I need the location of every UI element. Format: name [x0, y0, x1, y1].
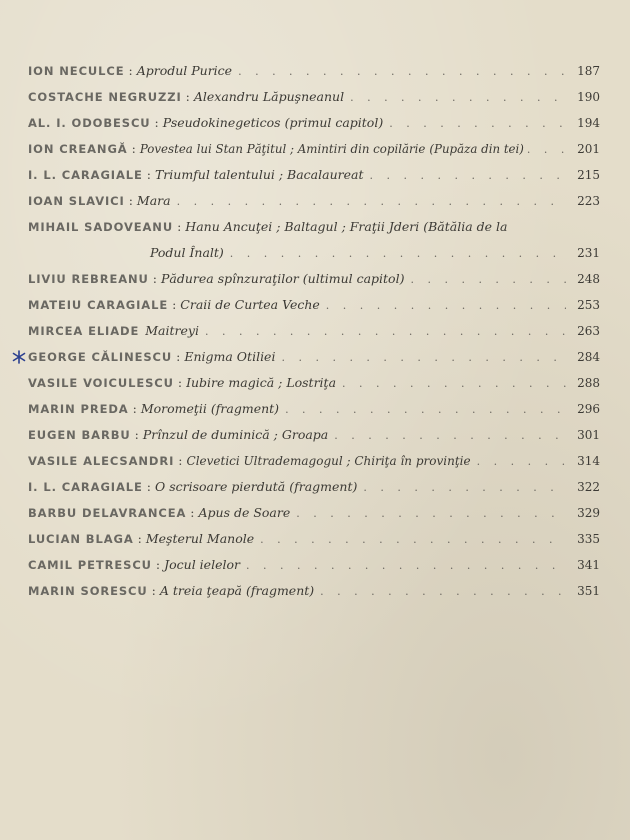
toc-page-number: 314 — [577, 454, 600, 468]
toc-page-number: 231 — [577, 246, 600, 260]
toc-entry — [28, 370, 600, 396]
leader-dots — [477, 449, 566, 475]
leader-dots — [342, 371, 566, 397]
colon-separator: : — [177, 375, 183, 390]
toc-works: Triumful talentului ; Bacalaureat — [154, 167, 364, 182]
toc-entry — [28, 214, 600, 266]
toc-author: EUGEN BARBU — [28, 428, 131, 442]
colon-separator: : — [128, 193, 133, 208]
toc-works: Apus de Soare — [198, 505, 291, 520]
toc-note: (primul capitol) — [284, 115, 384, 130]
leader-dots — [334, 423, 566, 449]
toc-works: A treia ţeapă — [159, 583, 243, 598]
toc-page-number: 215 — [577, 168, 600, 182]
toc-author: MARIN PREDA — [28, 402, 129, 416]
toc-page-number: 335 — [577, 532, 600, 546]
toc-entry — [28, 188, 600, 214]
colon-separator: : — [132, 401, 137, 416]
toc-works: Alexandru Lăpuşneanul — [193, 89, 345, 104]
toc-entry — [28, 136, 600, 162]
leader-dots — [363, 475, 566, 501]
colon-separator: : — [178, 453, 183, 468]
toc-works: Jocul ielelor — [164, 557, 240, 572]
colon-separator: : — [154, 115, 159, 130]
leader-dots — [281, 345, 566, 371]
colon-separator: : — [151, 583, 156, 598]
toc-author: CAMIL PETRESCU — [28, 558, 152, 572]
toc-page-number: 284 — [577, 350, 600, 364]
toc-note: (Bătălia de la — [423, 219, 508, 234]
leader-dots — [238, 59, 566, 85]
toc-entry — [28, 448, 600, 474]
leader-dots — [205, 319, 566, 345]
toc-entry — [28, 396, 600, 422]
asterisk-pen-mark-icon — [12, 350, 26, 364]
leader-dots — [410, 267, 566, 293]
toc-author: IOAN SLAVICI — [28, 194, 125, 208]
leader-dots — [296, 501, 566, 527]
toc-page-number: 223 — [577, 194, 600, 208]
toc-author: LUCIAN BLAGA — [28, 532, 134, 546]
toc-page-number: 296 — [577, 402, 600, 416]
colon-separator: : — [146, 167, 151, 182]
toc-page-number: 322 — [577, 480, 600, 494]
toc-works: Mara — [136, 193, 171, 208]
toc-entry — [28, 578, 600, 604]
toc-author: VASILE ALECSANDRI — [28, 454, 175, 468]
leader-dots — [260, 527, 566, 553]
toc-works: Pădurea spînzuraţilor — [161, 271, 299, 286]
leader-dots — [285, 397, 566, 423]
toc-page-number: 263 — [577, 324, 600, 338]
colon-separator: : — [155, 557, 161, 572]
colon-separator: : — [152, 271, 157, 286]
leader-dots — [369, 163, 566, 189]
colon-separator: : — [137, 531, 142, 546]
toc-entry — [28, 162, 600, 188]
toc-author: AL. I. ODOBESCU — [28, 116, 151, 130]
colon-separator: : — [131, 141, 136, 156]
colon-separator: : — [146, 479, 151, 494]
colon-separator: : — [172, 297, 177, 312]
toc-works: Hanu Ancuţei ; Baltagul ; Fraţii Jderi — [185, 219, 420, 234]
toc-page-number: 288 — [577, 376, 600, 390]
toc-entry — [28, 474, 600, 500]
toc-works: Iubire magică ; Lostriţa — [186, 375, 337, 390]
table-of-contents — [28, 58, 600, 604]
colon-separator: : — [185, 89, 190, 104]
toc-author: MARIN SORESCU — [28, 584, 148, 598]
colon-separator: : — [128, 63, 133, 78]
toc-works: Pseudokinegeticos — [162, 115, 281, 130]
toc-works: Meşterul Manole — [145, 531, 255, 546]
leader-dots — [326, 293, 566, 319]
toc-note: (ultimul capitol) — [302, 271, 405, 286]
toc-works: Maitreyi — [145, 323, 199, 338]
toc-page-number: 194 — [577, 116, 600, 130]
toc-entry — [28, 84, 600, 110]
toc-works: Aprodul Purice — [136, 63, 233, 78]
toc-works: O scrisoare pierdută — [154, 479, 286, 494]
toc-entry — [28, 266, 600, 292]
toc-author: I. L. CARAGIALE — [28, 480, 143, 494]
toc-page-number: 329 — [577, 506, 600, 520]
toc-entry — [28, 500, 600, 526]
toc-works: Moromeţii — [140, 401, 207, 416]
toc-author: MIRCEA ELIADE — [28, 324, 140, 338]
toc-note: (fragment) — [289, 479, 358, 494]
toc-author: LIVIU REBREANU — [28, 272, 149, 286]
toc-note: (Pupăza din tei) — [429, 142, 524, 156]
toc-note: (fragment) — [246, 583, 315, 598]
colon-separator: : — [190, 505, 195, 520]
toc-works: Clevetici Ultrademagogul ; Chiriţa în provinţie — [186, 454, 471, 468]
toc-author: ION CREANGĂ — [28, 142, 128, 156]
toc-entry — [28, 552, 600, 578]
toc-author: BARBU DELAVRANCEA — [28, 506, 187, 520]
toc-page-number: 301 — [577, 428, 600, 442]
leader-dots — [389, 111, 566, 137]
toc-entry — [28, 526, 600, 552]
leader-dots — [350, 85, 566, 111]
toc-page-number: 190 — [577, 90, 600, 104]
toc-works: Craii de Curtea Veche — [180, 297, 320, 312]
toc-entry — [28, 292, 600, 318]
colon-separator: : — [176, 349, 181, 364]
leader-dots — [527, 137, 569, 163]
toc-page-number: 253 — [577, 298, 600, 312]
toc-author: ION NECULCE — [28, 64, 125, 78]
colon-separator: : — [177, 219, 182, 234]
toc-works: Enigma Otiliei — [184, 349, 276, 364]
toc-page-number: 341 — [577, 558, 600, 572]
leader-dots — [320, 579, 566, 605]
leader-dots — [246, 553, 566, 579]
toc-author: MIHAIL SADOVEANU — [28, 220, 174, 234]
toc-works: Prînzul de duminică ; Groapa — [142, 427, 329, 442]
toc-entry — [28, 422, 600, 448]
toc-author: MATEIU CARAGIALE — [28, 298, 169, 312]
toc-entry — [28, 318, 600, 344]
toc-entry — [28, 58, 600, 84]
toc-entry-marked — [28, 344, 600, 370]
toc-works: Povestea lui Stan Păţitul ; Amintiri din copilărie — [139, 142, 426, 156]
toc-page-number: 351 — [577, 584, 600, 598]
toc-page-number: 248 — [577, 272, 600, 286]
toc-author: I. L. CARAGIALE — [28, 168, 143, 182]
leader-dots — [230, 241, 566, 267]
toc-note-continuation: Podul Înalt) — [150, 245, 224, 260]
toc-note: (fragment) — [210, 401, 280, 416]
toc-author: VASILE VOICULESCU — [28, 376, 174, 390]
toc-page-number: 187 — [577, 64, 600, 78]
toc-author: COSTACHE NEGRUZZI — [28, 90, 182, 104]
leader-dots — [177, 189, 566, 215]
toc-entry — [28, 110, 600, 136]
toc-author: GEORGE CĂLINESCU — [28, 350, 173, 364]
toc-page-number: 201 — [577, 142, 600, 156]
colon-separator: : — [134, 427, 139, 442]
